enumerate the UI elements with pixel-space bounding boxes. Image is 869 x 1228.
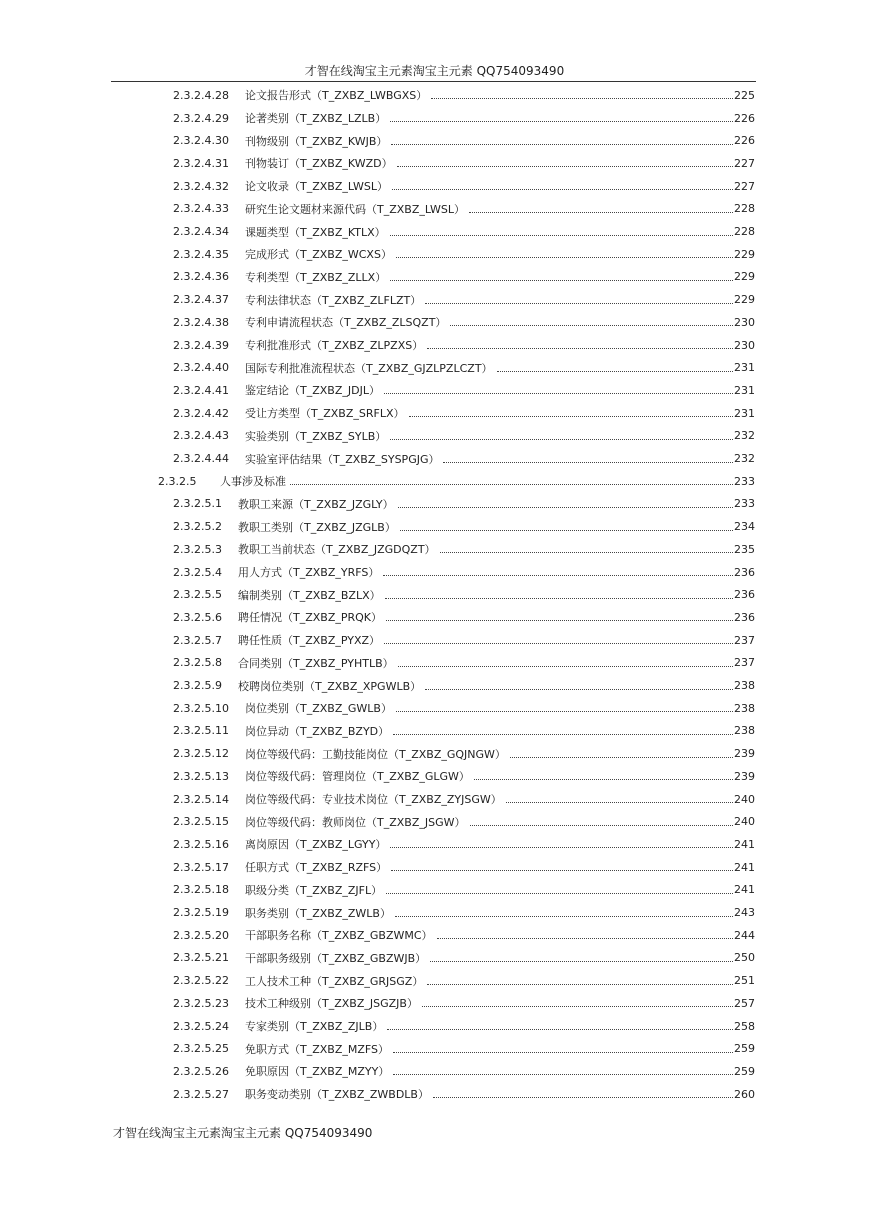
toc-dot-leader — [384, 393, 733, 394]
toc-entry[interactable] — [0, 561, 755, 584]
toc-dot-leader — [422, 1006, 733, 1007]
toc-entry-title: 岗位等级代码：教师岗位（T_ZXBZ_JSGW） — [245, 815, 466, 829]
toc-dot-leader — [386, 620, 733, 621]
toc-dot-leader — [469, 212, 733, 213]
toc-entry-number: 2.3.2.5.25 — [173, 1042, 229, 1056]
toc-entry-number: 2.3.2.4.32 — [173, 179, 229, 193]
toc-dot-leader — [430, 961, 733, 962]
toc-entry-number: 2.3.2.5.15 — [173, 815, 229, 829]
toc-entry-title: 离岗原因（T_ZXBZ_LGYY） — [245, 838, 387, 852]
toc-entry-title: 岗位等级代码：管理岗位（T_ZXBZ_GLGW） — [245, 770, 470, 784]
toc-entry-title: 岗位等级代码：专业技术岗位（T_ZXBZ_ZYJSGW） — [245, 793, 502, 807]
toc-dot-leader — [391, 144, 733, 145]
toc-entry[interactable] — [0, 1083, 755, 1106]
toc-entry-number: 2.3.2.4.31 — [173, 156, 229, 170]
toc-entry-page: 250 — [734, 951, 755, 965]
toc-entry-page: 239 — [734, 747, 755, 761]
toc-entry-title: 专利申请流程状态（T_ZXBZ_ZLSQZT） — [245, 316, 447, 330]
toc-entry-title: 编制类别（T_ZXBZ_BZLX） — [238, 588, 381, 602]
toc-entry[interactable] — [0, 470, 755, 493]
toc-entry-page: 226 — [734, 111, 755, 125]
toc-entry[interactable] — [0, 1037, 755, 1060]
toc-entry-number: 2.3.2.5.22 — [173, 974, 229, 988]
toc-entry[interactable] — [0, 652, 755, 675]
toc-entry-page: 230 — [734, 338, 755, 352]
toc-entry-number: 2.3.2.4.42 — [173, 406, 229, 420]
toc-entry-page: 234 — [734, 520, 755, 534]
toc-dot-leader — [427, 984, 733, 985]
toc-entry-title: 研究生论文题材来源代码（T_ZXBZ_LWSL） — [245, 202, 465, 216]
toc-entry-page: 240 — [734, 792, 755, 806]
toc-entry-page: 244 — [734, 928, 755, 942]
toc-entry-page: 228 — [734, 225, 755, 239]
toc-entry[interactable] — [0, 901, 755, 924]
toc-entry[interactable] — [0, 856, 755, 879]
toc-entry[interactable] — [0, 515, 755, 538]
toc-entry[interactable] — [0, 765, 755, 788]
toc-dot-leader — [427, 348, 733, 349]
toc-entry[interactable] — [0, 992, 755, 1015]
toc-entry[interactable] — [0, 720, 755, 743]
toc-entry-page: 233 — [734, 474, 755, 488]
toc-entry-number: 2.3.2.5.8 — [173, 656, 222, 670]
toc-entry-number: 2.3.2.5.9 — [173, 679, 222, 693]
toc-entry-page: 231 — [734, 383, 755, 397]
toc-entry-number: 2.3.2.5.20 — [173, 928, 229, 942]
toc-entry-page: 240 — [734, 815, 755, 829]
toc-entry[interactable] — [0, 356, 755, 379]
toc-entry-page: 259 — [734, 1042, 755, 1056]
toc-entry-title: 聘任性质（T_ZXBZ_PYXZ） — [238, 634, 381, 648]
toc-entry-title: 受让方类型（T_ZXBZ_SRFLX） — [245, 407, 405, 421]
toc-entry[interactable] — [0, 674, 755, 697]
toc-entry-title: 专利法律状态（T_ZXBZ_ZLFLZT） — [245, 293, 422, 307]
toc-entry-page: 232 — [734, 429, 755, 443]
toc-entry-title: 国际专利批准流程状态（T_ZXBZ_GJZLPZLCZT） — [245, 361, 493, 375]
toc-entry-title: 职级分类（T_ZXBZ_ZJFL） — [245, 883, 383, 897]
toc-entry[interactable] — [0, 1015, 755, 1038]
toc-entry-number: 2.3.2.5.14 — [173, 792, 229, 806]
toc-entry-number: 2.3.2.5.27 — [173, 1087, 229, 1101]
toc-entry-number: 2.3.2.4.35 — [173, 247, 229, 261]
toc-entry-number: 2.3.2.5.3 — [173, 542, 222, 556]
toc-dot-leader — [510, 757, 733, 758]
toc-entry-title: 教职工类别（T_ZXBZ_JZGLB） — [238, 520, 396, 534]
toc-entry-page: 229 — [734, 293, 755, 307]
toc-dot-leader — [393, 1052, 733, 1053]
toc-entry-number: 2.3.2.5.10 — [173, 701, 229, 715]
toc-entry-page: 236 — [734, 588, 755, 602]
toc-entry-title: 鉴定结论（T_ZXBZ_JDJL） — [245, 384, 380, 398]
toc-entry-title: 职务类别（T_ZXBZ_ZWLB） — [245, 906, 391, 920]
toc-entry[interactable] — [0, 402, 755, 425]
toc-entry[interactable] — [0, 947, 755, 970]
toc-entry-title: 教职工来源（T_ZXBZ_JZGLY） — [238, 497, 394, 511]
toc-entry-page: 235 — [734, 542, 755, 556]
toc-entry-title: 论著类别（T_ZXBZ_LZLB） — [245, 112, 387, 126]
toc-entry-number: 2.3.2.5.12 — [173, 747, 229, 761]
toc-dot-leader — [398, 507, 733, 508]
toc-entry-title: 实验类别（T_ZXBZ_SYLB） — [245, 429, 387, 443]
toc-dot-leader — [443, 462, 733, 463]
toc-entry-title: 任职方式（T_ZXBZ_RZFS） — [245, 861, 388, 875]
toc-entry-number: 2.3.2.4.37 — [173, 293, 229, 307]
toc-entry-number: 2.3.2.5.7 — [173, 633, 222, 647]
toc-entry-title: 干部职务名称（T_ZXBZ_GBZWMC） — [245, 929, 433, 943]
toc-entry-page: 260 — [734, 1087, 755, 1101]
toc-entry-title: 专利类型（T_ZXBZ_ZLLX） — [245, 270, 387, 284]
toc-dot-leader — [385, 598, 733, 599]
toc-entry[interactable] — [0, 220, 755, 243]
toc-entry-title: 工人技术工种（T_ZXBZ_GRJSGZ） — [245, 974, 424, 988]
toc-entry-page: 232 — [734, 452, 755, 466]
toc-entry-number: 2.3.2.4.44 — [173, 452, 229, 466]
toc-entry-page: 238 — [734, 679, 755, 693]
toc-entry-page: 241 — [734, 860, 755, 874]
toc-dot-leader — [391, 870, 733, 871]
toc-entry-page: 241 — [734, 883, 755, 897]
toc-dot-leader — [393, 1074, 733, 1075]
toc-entry[interactable] — [0, 493, 755, 516]
toc-dot-leader — [395, 916, 733, 917]
toc-entry-number: 2.3.2.5.26 — [173, 1064, 229, 1078]
toc-dot-leader — [384, 643, 733, 644]
toc-entry-number: 2.3.2.4.36 — [173, 270, 229, 284]
toc-entry[interactable] — [0, 788, 755, 811]
toc-entry-page: 225 — [734, 88, 755, 102]
toc-entry-number: 2.3.2.4.28 — [173, 88, 229, 102]
toc-entry[interactable] — [0, 107, 755, 130]
toc-dot-leader — [470, 825, 733, 826]
page-footer: 才智在线淘宝主元素淘宝主元素 QQ754093490 — [113, 1126, 373, 1140]
toc-entry-number: 2.3.2.5.13 — [173, 769, 229, 783]
toc-entry-title: 岗位类别（T_ZXBZ_GWLB） — [245, 702, 392, 716]
toc-entry-number: 2.3.2.4.39 — [173, 338, 229, 352]
toc-dot-leader — [425, 303, 733, 304]
toc-entry-number: 2.3.2.4.30 — [173, 134, 229, 148]
toc-dot-leader — [383, 575, 733, 576]
toc-entry-title: 免职原因（T_ZXBZ_MZYY） — [245, 1065, 390, 1079]
toc-dot-leader — [393, 734, 733, 735]
toc-entry-number: 2.3.2.4.34 — [173, 225, 229, 239]
toc-entry-number: 2.3.2.5.17 — [173, 860, 229, 874]
toc-entry[interactable] — [0, 879, 755, 902]
toc-entry-title: 刊物装订（T_ZXBZ_KWZD） — [245, 157, 393, 171]
toc-entry-title: 论文收录（T_ZXBZ_LWSL） — [245, 180, 388, 194]
toc-entry[interactable] — [0, 243, 755, 266]
toc-entry-title: 免职方式（T_ZXBZ_MZFS） — [245, 1042, 390, 1056]
toc-entry-page: 258 — [734, 1019, 755, 1033]
page-header: 才智在线淘宝主元素淘宝主元素 QQ754093490 — [304, 64, 565, 78]
toc-entry-page: 251 — [734, 974, 755, 988]
toc-entry-page: 257 — [734, 996, 755, 1010]
toc-entry-title: 合同类别（T_ZXBZ_PYHTLB） — [238, 656, 394, 670]
toc-entry[interactable] — [0, 334, 755, 357]
toc-entry-number: 2.3.2.4.38 — [173, 315, 229, 329]
toc-entry[interactable] — [0, 1060, 755, 1083]
toc-entry-number: 2.3.2.5.5 — [173, 588, 222, 602]
toc-entry-page: 229 — [734, 270, 755, 284]
toc-entry[interactable] — [0, 311, 755, 334]
toc-entry-title: 校聘岗位类别（T_ZXBZ_XPGWLB） — [238, 679, 422, 693]
toc-entry-title: 实验室评估结果（T_ZXBZ_SYSPGJG） — [245, 452, 440, 466]
toc-entry[interactable] — [0, 742, 755, 765]
toc-entry-number: 2.3.2.5.16 — [173, 837, 229, 851]
toc-entry-title: 干部职务级别（T_ZXBZ_GBZWJB） — [245, 951, 427, 965]
toc-entry-number: 2.3.2.4.33 — [173, 202, 229, 216]
toc-dot-leader — [397, 166, 733, 167]
toc-entry-number: 2.3.2.5.2 — [173, 520, 222, 534]
toc-entry-title: 用人方式（T_ZXBZ_YRFS） — [238, 566, 380, 580]
toc-entry[interactable] — [0, 538, 755, 561]
toc-entry-number: 2.3.2.5.23 — [173, 996, 229, 1010]
toc-dot-leader — [474, 779, 733, 780]
toc-dot-leader — [290, 484, 733, 485]
toc-entry[interactable] — [0, 198, 755, 221]
toc-dot-leader — [390, 235, 733, 236]
toc-entry-page: 238 — [734, 724, 755, 738]
toc-entry[interactable] — [0, 288, 755, 311]
toc-entry-title: 刊物级别（T_ZXBZ_KWJB） — [245, 134, 388, 148]
toc-dot-leader — [396, 257, 733, 258]
toc-entry-number: 2.3.2.5.6 — [173, 610, 222, 624]
toc-entry-page: 230 — [734, 315, 755, 329]
toc-entry-number: 2.3.2.5.21 — [173, 951, 229, 965]
toc-entry-page: 239 — [734, 769, 755, 783]
toc-entry-title: 专利批准形式（T_ZXBZ_ZLPZXS） — [245, 339, 424, 353]
toc-entry-number: 2.3.2.5 — [158, 474, 197, 488]
toc-entry-page: 237 — [734, 656, 755, 670]
toc-entry-page: 236 — [734, 610, 755, 624]
toc-entry-page: 237 — [734, 633, 755, 647]
toc-entry[interactable] — [0, 447, 755, 470]
toc-dot-leader — [433, 1097, 733, 1098]
header-divider — [111, 81, 756, 82]
toc-entry-title: 课题类型（T_ZXBZ_KTLX） — [245, 225, 386, 239]
toc-entry[interactable] — [0, 606, 755, 629]
toc-entry-number: 2.3.2.4.29 — [173, 111, 229, 125]
toc-entry[interactable] — [0, 84, 755, 107]
toc-entry-title: 岗位等级代码：工勤技能岗位（T_ZXBZ_GQJNGW） — [245, 747, 506, 761]
toc-entry-title: 论文报告形式（T_ZXBZ_LWBGXS） — [245, 89, 428, 103]
toc-entry-title: 职务变动类别（T_ZXBZ_ZWBDLB） — [245, 1088, 429, 1102]
toc-dot-leader — [390, 439, 733, 440]
toc-entry-title: 专家类别（T_ZXBZ_ZJLB） — [245, 1020, 384, 1034]
toc-dot-leader — [409, 416, 733, 417]
toc-entry-title: 岗位异动（T_ZXBZ_BZYD） — [245, 724, 390, 738]
toc-entry[interactable] — [0, 583, 755, 606]
toc-dot-leader — [440, 552, 733, 553]
toc-entry-page: 229 — [734, 247, 755, 261]
toc-entry[interactable] — [0, 152, 755, 175]
toc-entry-page: 259 — [734, 1064, 755, 1078]
toc-entry-page: 226 — [734, 134, 755, 148]
toc-dot-leader — [387, 1029, 733, 1030]
toc-entry[interactable] — [0, 129, 755, 152]
toc-entry-page: 236 — [734, 565, 755, 579]
toc-entry-page: 238 — [734, 701, 755, 715]
toc-entry-number: 2.3.2.5.11 — [173, 724, 229, 738]
toc-dot-leader — [390, 280, 733, 281]
toc-entry[interactable] — [0, 175, 755, 198]
toc-entry-title: 人事涉及标准 — [220, 475, 286, 489]
toc-entry-page: 243 — [734, 906, 755, 920]
toc-dot-leader — [497, 371, 733, 372]
toc-dot-leader — [390, 847, 733, 848]
toc-entry-page: 233 — [734, 497, 755, 511]
toc-dot-leader — [390, 121, 733, 122]
toc-dot-leader — [400, 530, 733, 531]
toc-entry-page: 227 — [734, 156, 755, 170]
toc-entry-title: 聘任情况（T_ZXBZ_PRQK） — [238, 611, 383, 625]
toc-entry-number: 2.3.2.4.40 — [173, 361, 229, 375]
toc-entry-number: 2.3.2.5.24 — [173, 1019, 229, 1033]
toc-dot-leader — [506, 802, 733, 803]
toc-entry[interactable] — [0, 266, 755, 289]
toc-dot-leader — [392, 189, 733, 190]
toc-dot-leader — [431, 98, 733, 99]
toc-entry[interactable] — [0, 379, 755, 402]
toc-dot-leader — [425, 689, 733, 690]
toc-entry-number: 2.3.2.4.43 — [173, 429, 229, 443]
toc-entry-page: 227 — [734, 179, 755, 193]
toc-entry[interactable] — [0, 425, 755, 448]
toc-entry-title: 教职工当前状态（T_ZXBZ_JZGDQZT） — [238, 543, 436, 557]
toc-dot-leader — [386, 893, 733, 894]
toc-dot-leader — [398, 666, 733, 667]
toc-dot-leader — [450, 325, 733, 326]
toc-entry[interactable] — [0, 810, 755, 833]
toc-entry-number: 2.3.2.5.1 — [173, 497, 222, 511]
toc-entry-page: 241 — [734, 837, 755, 851]
toc-entry-number: 2.3.2.4.41 — [173, 383, 229, 397]
toc-dot-leader — [437, 938, 733, 939]
toc-entry[interactable] — [0, 969, 755, 992]
toc-dot-leader — [396, 711, 733, 712]
toc-entry-number: 2.3.2.5.18 — [173, 883, 229, 897]
toc-entry-number: 2.3.2.5.19 — [173, 906, 229, 920]
toc-entry-page: 231 — [734, 406, 755, 420]
toc-entry[interactable] — [0, 697, 755, 720]
toc-entry[interactable] — [0, 629, 755, 652]
toc-entry-number: 2.3.2.5.4 — [173, 565, 222, 579]
toc-entry-page: 228 — [734, 202, 755, 216]
toc-entry[interactable] — [0, 924, 755, 947]
toc-entry-page: 231 — [734, 361, 755, 375]
toc-entry-title: 技术工种级别（T_ZXBZ_JSGZJB） — [245, 997, 418, 1011]
toc-entry[interactable] — [0, 833, 755, 856]
toc-entry-title: 完成形式（T_ZXBZ_WCXS） — [245, 248, 392, 262]
